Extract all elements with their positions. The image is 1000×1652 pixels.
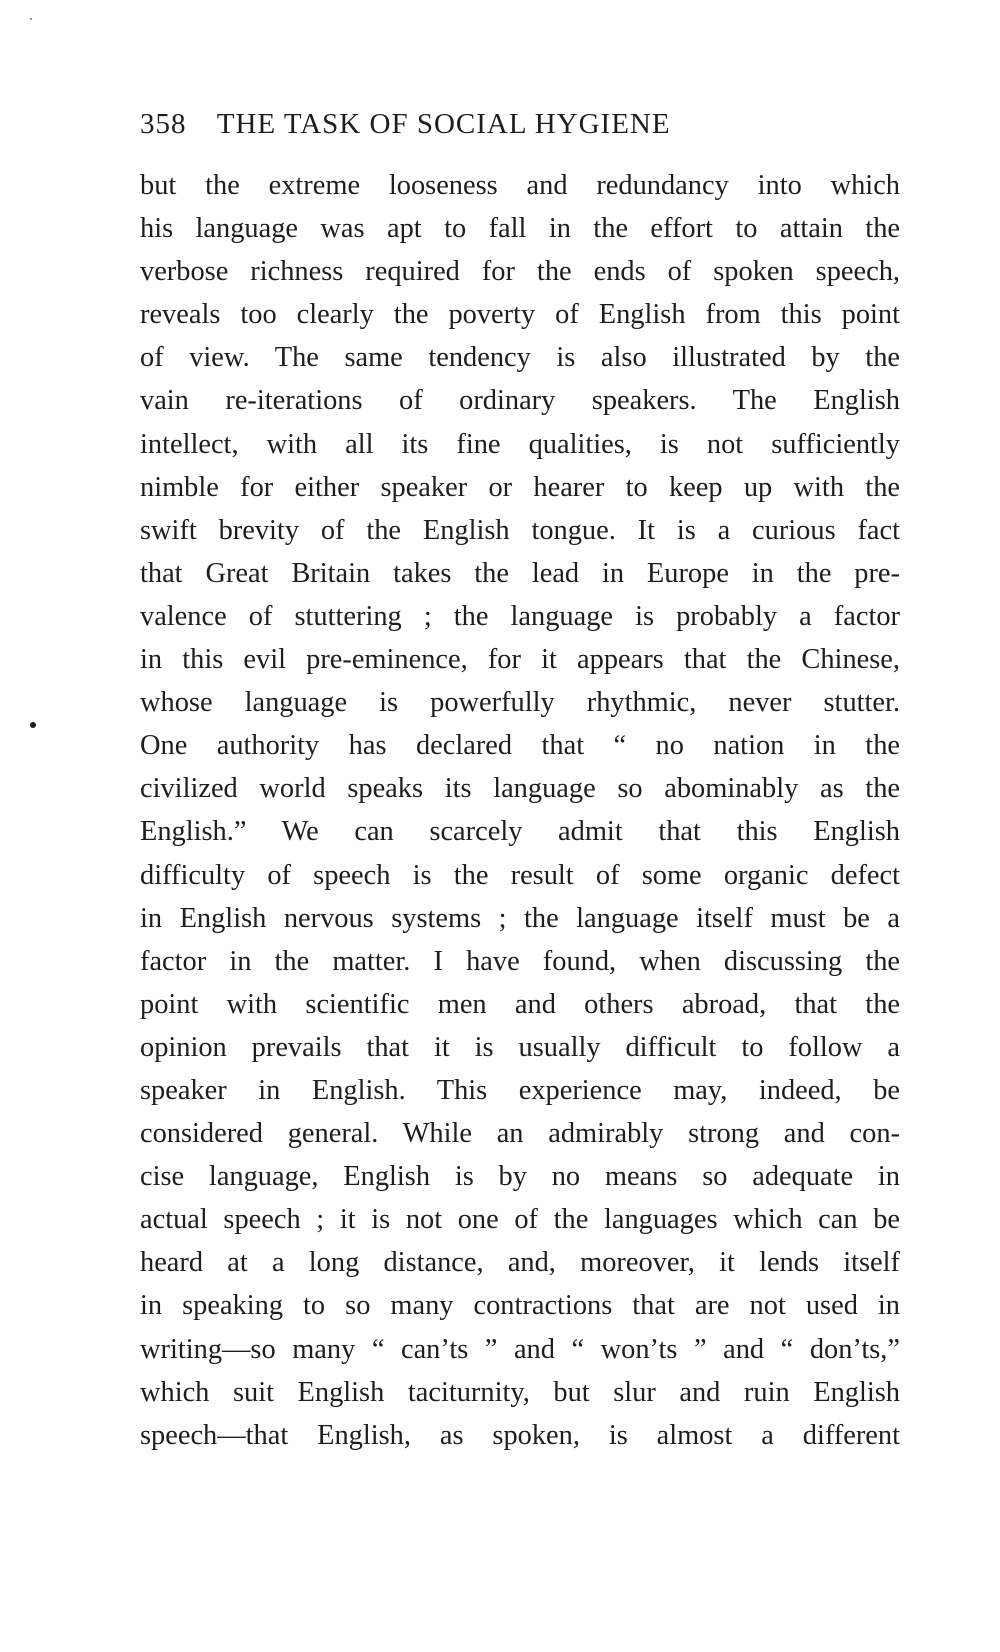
text-line: of view. The same tendency is also illustrated by the [140, 342, 900, 374]
text-line: speaker in English. This experience may, indeed, be [140, 1074, 900, 1106]
body-text [140, 164, 900, 1457]
text-line: One authority has declared that “ no nation in the [140, 730, 900, 762]
text-line: verbose richness required for the ends of spoken speech, [140, 256, 900, 288]
text-line: point with scientific men and others abroad, that the [140, 988, 900, 1020]
stray-ink-dot [30, 722, 36, 728]
text-line: civilized world speaks its language so abominably as the [140, 773, 900, 805]
text-line: writing—so many “ can’ts ” and “ won’ts ” and “ don’ts,” [140, 1333, 900, 1365]
text-line: reveals too clearly the poverty of English from this point [140, 299, 900, 331]
running-head [140, 108, 900, 150]
paper-speck [30, 18, 32, 20]
text-line: his language was apt to fall in the effort to attain the [140, 213, 900, 245]
running-head-title: THE TASK OF SOCIAL HYGIENE [216, 108, 671, 140]
text-line: but the extreme looseness and redundancy into which [140, 170, 900, 201]
text-line: valence of stuttering ; the language is probably a factor [140, 600, 900, 632]
text-line: in speaking to so many contractions that are not used in [140, 1290, 900, 1322]
text-line: difficulty of speech is the result of some organic defect [140, 859, 900, 891]
text-line: heard at a long distance, and, moreover, it lends itself [140, 1247, 900, 1279]
text-line: whose language is powerfully rhythmic, never stutter. [140, 687, 900, 719]
text-line: in English nervous systems ; the language itself must be a [140, 902, 900, 934]
text-line: vain re-iterations of ordinary speakers. The English [140, 385, 900, 417]
text-line: intellect, with all its fine qualities, is not sufficiently [140, 428, 900, 460]
text-line: nimble for either speaker or hearer to keep up with the [140, 471, 900, 503]
text-line: in this evil pre-eminence, for it appears that the Chinese, [140, 644, 900, 676]
text-line: actual speech ; it is not one of the languages which can be [140, 1204, 900, 1236]
page-number: 358 [140, 108, 187, 140]
text-line: speech—that English, as spoken, is almost a different [140, 1419, 900, 1451]
text-line: English.” We can scarcely admit that this English [140, 816, 900, 848]
text-line: cise language, English is by no means so adequate in [140, 1161, 900, 1193]
text-line: opinion prevails that it is usually difficult to follow a [140, 1031, 900, 1063]
text-line: considered general. While an admirably strong and con- [140, 1118, 900, 1150]
text-line: that Great Britain takes the lead in Europe in the pre- [140, 557, 900, 589]
text-line: which suit English taciturnity, but slur and ruin English [140, 1376, 900, 1408]
text-line: factor in the matter. I have found, when discussing the [140, 945, 900, 977]
text-line: swift brevity of the English tongue. It is a curious fact [140, 514, 900, 546]
